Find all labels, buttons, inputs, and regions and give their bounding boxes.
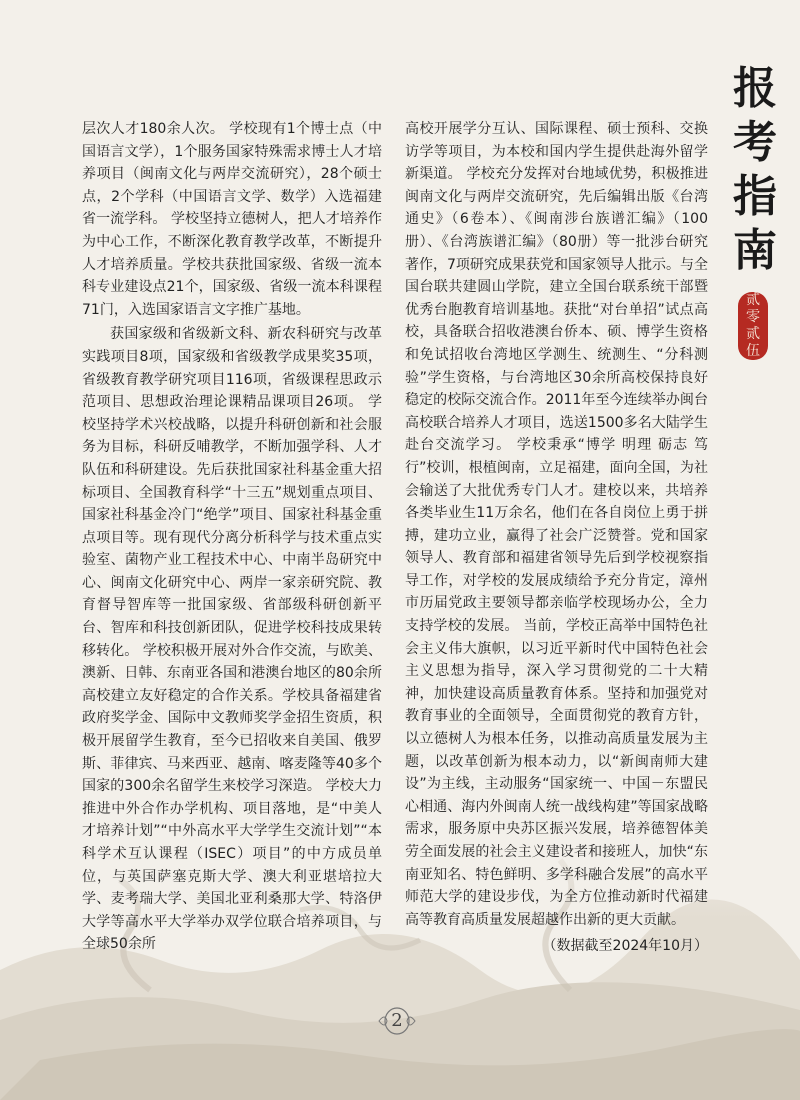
side-title-char: 考 (733, 117, 777, 168)
paragraph: 高校开展学分互认、国际课程、硕士预科、交换访学等项目，为本校和国内学生提供赴海外留学新渠道。 学校充分发挥对台地域优势，积极推进闽南文化与两岸交流研究，先后编辑出版《台湾通史》（6卷本）、《闽南涉台族谱汇编》（100册）、《台湾族谱汇编》（80册）等一批涉台研究著作，7项研究成果获党和国家领导人批示。与全国台联共建圆山学院，建立全国台联系统干部暨优秀台胞教育培训基地。获批“对台单招”试点高校，具备联合招收港澳台侨本、硕、博学生资格和免试招收台湾地区学测生、统测生、“分科测验”学生资格，与台湾地区30余所高校保持良好稳定的校际交流合作。2011年至今连续举办闽台高校联合培养人才项目，选送1500多名大陆学生赴台交流学习。 学校秉承“博学 明理 砺志 笃行”校训，根植闽南，立足福建，面向全国，为社会输送了大批优秀专门人才。建校以来，共培养各类毕业生11万余名，他们在各自岗位上勇于拼搏，建功立业，赢得了社会广泛赞誉。党和国家领导人、教育部和福建省领导先后到学校视察指导工作，对学校的发展成绩给予充分肯定，漳州市历届党政主要领导都亲临学校现场办公，全力支持学校的发展。 当前，学校正高举中国特色社会主义伟大旗帜，以习近平新时代中国特色社会主义思想为指导，深入学习贯彻党的二十大精神，加快建设高质量教育体系。坚持和加强党对教育事业的全面领导，全面贯彻党的教育方针，以立德树人为根本任务，以推动高质量发展为主题，以改革创新为根本动力，以“新闽南师大建设”为主线，主动服务“国家统一、中国－东盟民心相通、海内外闽南人统一战线构建”等国家战略需求，服务原中央苏区振兴发展，培养德智体美劳全面发展的社会主义建设者和接班人，加快“东南亚知名、特色鲜明、多学科融合发展”的高水平师范大学的建设步伐，为全方位推动新时代福建高等教育高质量发展超越作出新的更大贡献。 (405, 121, 708, 928)
red-seal: 贰 零 贰 伍 (738, 292, 768, 360)
paragraph: 获国家级和省级新文科、新农科研究与改革实践项目8项，国家级和省级教学成果奖35项，省级教育教学研究项目116项，省级课程思政示范项目、思想政治理论课精品课项目26项。 学校坚持学术兴校战略，以提升科研创新和社会服务为目标，科研反哺教学，不断加强学科、人才队伍和科研建设。先后获批国家社科基金重大招标项目、全国教育科学“十三五”规划重点项目、国家社科基金冷门“绝学”项目、国家社科基金重点项目等。现有现代分离分析科学与技术重点实验室、菌物产业工程技术中心、中南半岛研究中心、闽南文化研究中心、两岸一家亲研究院、教育督导智库等一批国家级、省部级科研创新平台、智库和科技创新团队，促进学校科技成果转移转化。 学校积极开展对外合作交流，与欧美、澳新、日韩、东南亚各国和港澳台地区的80余所高校建立友好稳定的合作关系。学校具备福建省政府奖学金、国际中文教师奖学金招生资质，积极开展留学生教育，至今已招收来自美国、俄罗斯、菲律宾、马来西亚、越南、喀麦隆等40多个国家的300余名留学生来校学习深造。 学校大力推进中外合作办学机构、项目落地，是“中美人才培养计划”“中外高水平大学学生交流计划”“本科学术互认课程（ISEC）项目”的中方成员单位，与英国萨塞克斯大学、澳大利亚堪培拉大学、麦考瑞大学、美国北亚利桑那大学、特洛伊大学等高水平大学举办双学位联合培养项目，与全球50余所 (82, 326, 382, 953)
side-title (727, 62, 783, 278)
side-title-char: 报 (733, 63, 777, 114)
paragraph: 层次人才180余人次。 学校现有1个博士点（中国语言文学），1个服务国家特殊需求博士人才培养项目（闽南文化与两岸交流研究），28个硕士点，2个学科（中国语言文学、数学）入选福建省一流学科。 学校坚持立德树人，把人才培养作为中心工作，不断深化教育教学改革，不断提升人才培养质量。学校共获批国家级、省级一流本科专业建设点21个，国家级、省级一流本科课程71门，入选国家语言文字推广基地。 (82, 121, 382, 318)
data-date-note: （数据截至2024年10月） (542, 938, 708, 955)
right-column (405, 118, 708, 958)
left-column (82, 118, 382, 956)
side-title-char: 指 (733, 171, 777, 222)
page-number: 2 (375, 1003, 419, 1039)
side-title-char: 南 (733, 225, 777, 276)
